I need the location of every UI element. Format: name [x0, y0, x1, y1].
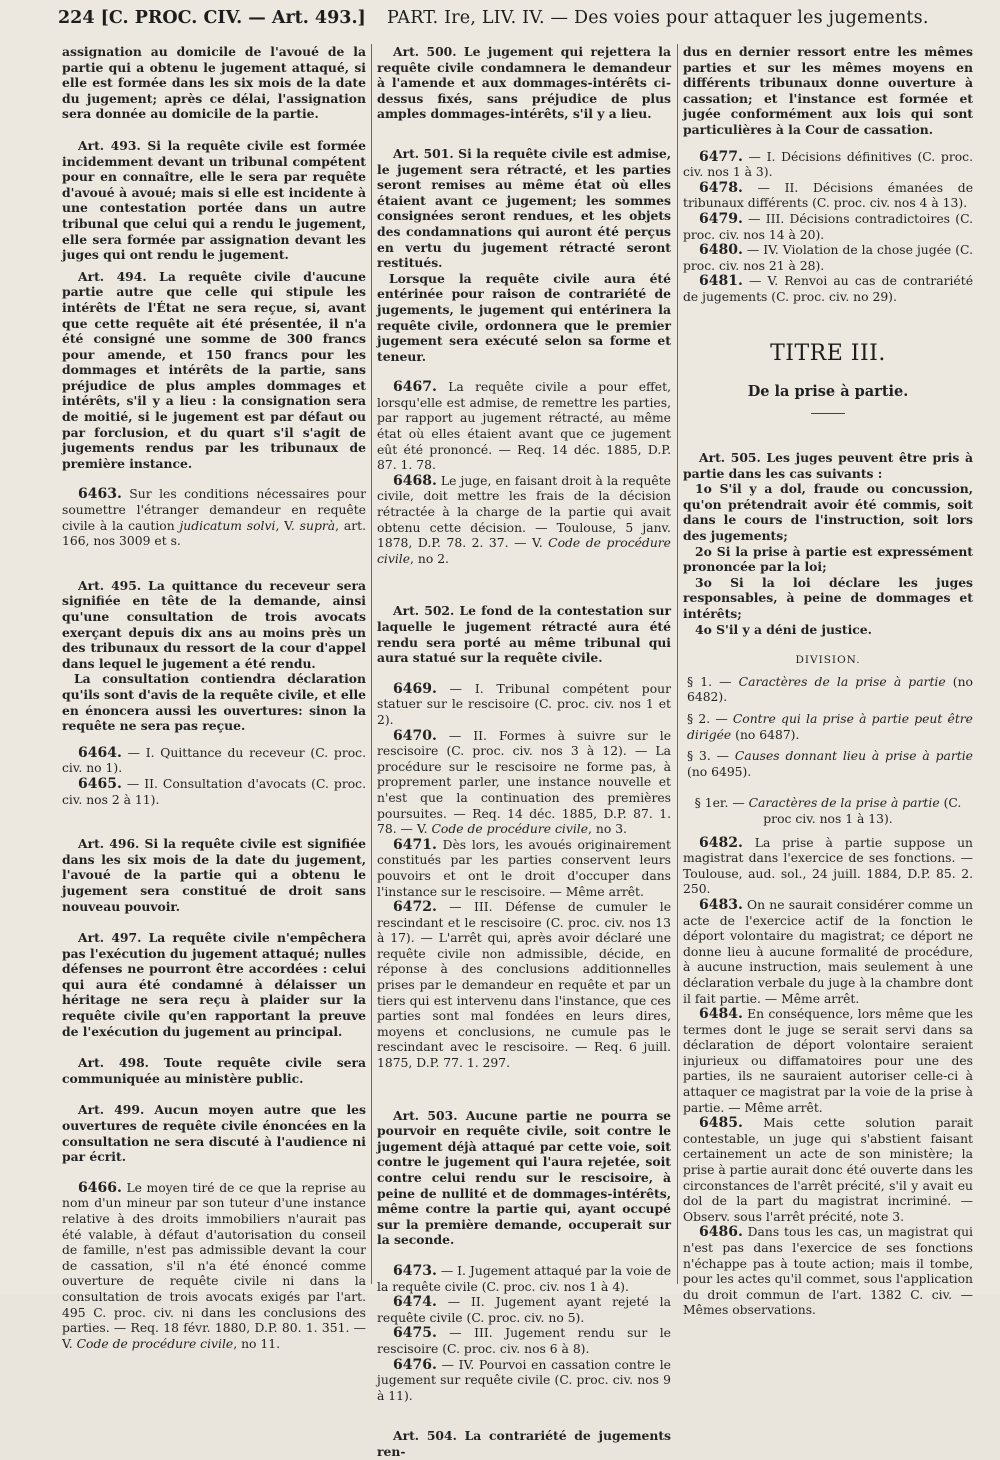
article-492-continued: assignation au domicile de l'avoué de la partie qui a obtenu le jugement attaqué, si elle est formée dans les six mois de la date du jugement; après ce délai, l'assignation sera donnée au domicile de la partie.: [62, 44, 366, 122]
division-heading: DIVISION.: [795, 654, 861, 667]
article-505-item-1: 1o S'il y a dol, fraude ou concussion, qu'on prétendrait avoir été commis, soit dans le cours de l'instruction, soit lors des jugements;: [683, 481, 973, 544]
note-text: — II. Jugement ayant rejeté la requête civile (C. proc. civ. no 5).: [377, 1295, 671, 1325]
note-text: Sur les conditions nécessaires pour soumettre l'étranger demandeur en requête civile à la caution: [62, 487, 366, 533]
running-head: [58, 8, 988, 42]
article-505-item-2: 2o Si la prise à partie est expressément prononcée par la loi;: [683, 543, 973, 575]
section-title: Caractères de la prise à partie: [748, 796, 940, 811]
note-6464: [62, 746, 366, 777]
article-495: Art. 495. La quittance du receveur sera signifiée en tête de la demande, ainsi qu'une consultation de trois avocats exerçant depuis dix ans au moins près un des tribunaux du ressort de la cour d'appel dans lequel le jugement a été rendu.: [62, 577, 366, 671]
note-text: Le moyen tiré de ce que la reprise au nom d'un mineur par son tuteur d'une instance relative à des droits immobiliers n'aurait pas été valable, à défaut d'autorisation du conseil de famille, n'est pas admissible devant la cour de cassation, s'il n'a été énoncé comme ouverture de requête civile ni dans la consultation de trois avocats exigés par l'art. 495 C. proc. civ. ni dans les conclusions des parties. — Req. 18 févr. 1880, D.P. 80. 1. 351. — V.: [62, 1180, 366, 1351]
note-text: La requête civile a pour effet, lorsqu'elle est admise, de remettre les parties, par rapport au jugement rétracté, au même état où elles étaient avant que ce jugement eût été prononcé. — Req. 14 déc. 1885, D.P. 87. 1. 78.: [377, 380, 671, 473]
note-text: — II. Consultation d'avocats (C. proc. civ. nos 2 à 11).: [62, 776, 366, 807]
note-6477: [683, 150, 973, 181]
article-494: Art. 494. La requête civile d'aucune partie autre que celle qui stipule les intérêts de l'État ne sera reçue, si, avant que cette requête ait été présentée, il n'a été consigné une somme de 300 francs pour amende, et 150 francs pour les dommages et intérêts de la partie, sans préjudice de plus amples dommages et intérêts, s'il y a lieu : la consignation sera de moitié, si le jugement est par défaut ou par forclusion, et du quart s'il s'agit de jugements rendus par les tribunaux de première instance.: [62, 268, 366, 471]
note-text: Dès lors, les avoués originairement constitués par les parties conservent leurs pouvoirs et ont le droit d'occuper dans l'instance sur le rescisoire. — Même arrêt.: [377, 837, 671, 899]
note-6482: [683, 836, 973, 898]
article-493: Art. 493. Si la requête civile est formée incidemment devant un tribunal compétent pour en connaître, elle le sera par requête d'avoué à avoué; mais si elle est incidente à une contestation portée dans un autre tribunal que celui qui a rendu le jugement, elle sera formée par assignation devant les juges qui ont rendu le jugement.: [62, 137, 366, 263]
note-6485: [683, 1116, 973, 1225]
note-number: 6463.: [78, 486, 122, 503]
title-subheading: De la prise à partie.: [747, 382, 909, 400]
note-number: 6467.: [393, 379, 437, 396]
note-text: — I. Décisions définitives (C. proc. civ. nos 1 à 3).: [683, 149, 973, 180]
note-6479: [683, 212, 973, 243]
section-ref: (C. proc civ. nos 1 à 13).: [763, 796, 962, 826]
note-number: 6483.: [699, 896, 743, 913]
note-6481: [683, 274, 973, 305]
note-6468: [377, 474, 671, 568]
note-6469: [377, 682, 671, 729]
section-1-heading: [683, 796, 973, 827]
division-ref: (no 6482).: [687, 674, 973, 705]
article-499: Art. 499. Aucun moyen autre que les ouvertures de requête civile énoncées en la consultation ne sera discuté à l'audience ni par écrit.: [62, 1102, 366, 1165]
division-item-3: [683, 749, 973, 780]
note-text: , art. 166, nos 3009 et s.: [62, 518, 367, 549]
note-number: 6469.: [393, 680, 437, 697]
article-505-item-3: 3o Si la loi déclare les juges responsables, à peine de dommages et intérêts;: [683, 574, 973, 622]
note-italic: Code de procédure civile: [431, 822, 589, 837]
note-text: Le juge, en faisant droit à la requête civile, doit mettre les frais de la décision rétractée à la charge de la partie qui avait obtenu cette décision. — Toulouse, 5 janv. 1878, D.P. 78. 2. 37. — V.: [377, 473, 671, 551]
column-middle: [377, 44, 671, 1459]
article-504: Art. 504. La contrariété de jugements ren-: [377, 1428, 671, 1459]
note-6478: [683, 181, 973, 212]
note-number: 6480.: [699, 242, 743, 259]
division-title: Caractères de la prise à partie: [738, 674, 946, 689]
note-text: — IV. Pourvoi en cassation contre le jugement sur requête civile (C. proc. civ. nos 9 à 11).: [377, 1357, 671, 1403]
section-sign: § 3. —: [687, 749, 735, 764]
division-title: Contre qui la prise à partie peut être dirigée: [687, 712, 973, 742]
note-number: 6466.: [78, 1179, 122, 1196]
note-text: — I. Quittance du receveur (C. proc. civ. no 1).: [62, 745, 366, 776]
note-text: — V. Renvoi au cas de contrariété de jugements (C. proc. civ. no 29).: [683, 274, 973, 304]
note-number: 6478.: [699, 179, 743, 196]
note-text: — IV. Violation de la chose jugée (C. proc. civ. nos 21 à 28).: [683, 243, 973, 273]
note-number: 6475.: [393, 1325, 437, 1342]
note-italic: suprà: [299, 518, 336, 533]
division-ref: (no 6495).: [687, 764, 752, 779]
note-number: 6468.: [393, 472, 437, 489]
note-text: Mais cette solution parait contestable, un juge qui s'abstient faisant certainement un acte de son ministère; la prise à partie aurait donc été ouverte dans les circonstances de l'arrêt précité, s'il y avait eu dol de la part du magistrat incriminé. — Observ. sous l'arrêt précité, note 3.: [683, 1116, 973, 1224]
note-6486: [683, 1225, 973, 1319]
column-left: [62, 44, 367, 1351]
article-504-continued: dus en dernier ressort entre les mêmes parties et sur les mêmes moyens en différents tribunaux donne ouverture à cassation; et l'instance est formée et jugée conformément aux lois qui sont particulières à la Cour de cassation.: [683, 44, 973, 137]
column-rule-2: [677, 44, 678, 1284]
note-number: 6465.: [78, 775, 122, 792]
note-6467: [377, 380, 671, 474]
note-number: 6481.: [699, 273, 743, 290]
title-rule: [811, 413, 845, 414]
note-text: — II. Décisions émanées de tribunaux différents (C. proc. civ. nos 4 à 13).: [683, 180, 973, 211]
division-title: Causes donnant lieu à prise à partie: [734, 749, 973, 764]
note-number: 6473.: [393, 1262, 437, 1279]
article-505: Art. 505. Les juges peuvent être pris à partie dans les cas suivants :: [683, 450, 973, 481]
column-right: [683, 44, 973, 1318]
note-number: 6486.: [699, 1224, 743, 1241]
note-number: 6479.: [699, 210, 743, 227]
section-sign: § 1er. —: [694, 796, 749, 811]
article-501: Art. 501. Si la requête civile est admise, le jugement sera rétracté, et les parties seront remises au même état où elles étaient avant ce jugement; les sommes consignées seront rendues, et les objets des condamnations qui auront été perçus en vertu du jugement rétracté seront restitués.: [377, 145, 671, 271]
note-italic: judicatum solvi: [179, 518, 276, 533]
note-text: — II. Formes à suivre sur le rescisoire (C. proc. civ. nos 3 à 12). — La procédure sur le rescisoire ne forme pas, à proprement parler, une instance nouvelle et n'est que la continuation des premières poursuites. — Req. 14 déc. 1885, D.P. 87. 1. 78. — V.: [377, 728, 671, 837]
section-sign: § 1. —: [687, 674, 739, 689]
note-6475: [377, 1326, 671, 1357]
note-6470: [377, 729, 671, 838]
note-text: , no 3.: [588, 822, 627, 837]
division-ref: (no 6487).: [731, 727, 800, 742]
note-text: — III. Défense de cumuler le rescindant et le rescisoire (C. proc. civ. nos 13 à 17). — L'arrêt qui, après avoir déclaré une requête civile non admissible, décide, en réponse à des conclusions additionnelles prises par le demandeur en requête et par un tiers qui est intervenu dans l'instance, que ces parties sont mal fondées en leurs dires, moyens et conclusions, ne cumule pas le rescindant avec le rescisoire. — Req. 6 juill. 1875, D.P. 77. 1. 297.: [377, 900, 671, 1071]
note-number: 6474.: [393, 1294, 437, 1311]
note-6476: [377, 1358, 671, 1405]
column-rule-1: [371, 44, 372, 1284]
note-6474: [377, 1295, 671, 1326]
article-503: Art. 503. Aucune partie ne pourra se pourvoir en requête civile, soit contre le jugement déjà attaqué par cette voie, soit contre le jugement qui l'aura rejetée, soit contre celui rendu sur le rescisoire, à peine de nullité et de dommages-intérêts, même contre la partie qui, ayant occupé sur la première demande, occuperait sur la seconde.: [377, 1107, 671, 1248]
section-sign: § 2. —: [687, 712, 733, 726]
note-text: En conséquence, lors même que les termes dont le juge se serait servi dans sa déclaration de déport volontaire seraient injurieux ou diffamatoires pour une des parties, ils ne sauraient autoriser celle-ci à attaquer ce magistrat par la voie de la prise à partie. — Même arrêt.: [683, 1007, 973, 1115]
note-italic: Code de procédure civile: [377, 536, 671, 566]
note-6483: [683, 898, 973, 1007]
note-number: 6485.: [699, 1115, 743, 1132]
note-number: 6472.: [393, 899, 437, 916]
title-heading: TITRE III.: [770, 340, 886, 366]
note-text: On ne saurait considérer comme un acte de l'exercice actif de la fonction le déport volontaire du magistrat; ce déport ne donne lieu à aucune formalité de procédure, à aucune instruction, mais seulement à une déclaration verbale du juge à la chambre dont il fait partie. — Même arrêt.: [683, 897, 973, 1006]
note-6465: [62, 777, 366, 808]
note-6471: [377, 838, 671, 900]
header-section-title: PART. Ire, LIV. IV. — Des voies pour attaquer les jugements.: [387, 8, 929, 28]
note-6484: [683, 1007, 973, 1116]
note-6466: [62, 1181, 366, 1353]
note-6480: [683, 243, 973, 274]
note-number: 6476.: [393, 1356, 437, 1373]
note-6473: [377, 1264, 671, 1295]
header-page-ref: 224 [C. PROC. CIV. — Art. 493.]: [58, 8, 366, 28]
note-number: 6470.: [393, 727, 437, 744]
note-text: — I. Tribunal compétent pour statuer sur le rescisoire (C. proc. civ. nos 1 et 2).: [377, 681, 671, 727]
note-number: 6464.: [78, 744, 122, 761]
article-500: Art. 500. Le jugement qui rejettera la requête civile condamnera le demandeur à l'amende et aux dommages-intérêts ci-dessus fixés, sans préjudice de plus amples dommages-intérêts, s'il y a lieu.: [377, 44, 671, 122]
note-text: Dans tous les cas, un magistrat qui n'est pas dans l'exercice de ses fonctions n'échappe pas à toute action; mais il tombe, pour les actes qu'il commet, sous l'application du droit commun de l'art. 1382 C. civ. — Mêmes observations.: [683, 1225, 973, 1318]
note-italic: Code de procédure civile: [76, 1336, 234, 1351]
article-505-item-4: 4o S'il y a déni de justice.: [695, 621, 872, 637]
note-number: 6471.: [393, 836, 437, 853]
note-text: — III. Jugement rendu sur le rescisoire (C. proc. civ. nos 6 à 8).: [377, 1326, 671, 1356]
article-501-paragraph-2: Lorsque la requête civile aura été entérinée pour raison de contrariété de jugements, le jugement qui entérinera la requête civile, ordonnera que le premier jugement sera exécuté selon sa forme et teneur.: [377, 270, 671, 364]
note-number: 6477.: [699, 148, 743, 165]
note-text: , no 2.: [410, 551, 449, 566]
note-text: La prise à partie suppose un magistrat dans l'exercice de ses fonctions. — Toulouse, aud. sol., 24 juill. 1884, D.P. 85. 2. 250.: [683, 835, 973, 897]
article-495-paragraph-2: La consultation contiendra déclaration qu'ils sont d'avis de la requête civile, et elle en énoncera aussi les ouvertures: sinon la requête ne sera pas reçue.: [62, 671, 366, 734]
note-number: 6482.: [699, 834, 743, 851]
note-text: — III. Décisions contradictoires (C. proc. civ. nos 14 à 20).: [683, 211, 973, 242]
division-item-1: [683, 675, 973, 706]
article-497: Art. 497. La requête civile n'empêchera pas l'exécution du jugement attaqué; nulles défenses ne pourront être accordées : celui qui aura été condamné à délaisser un héritage ne sera reçu à plaider sur la requête civile qu'en rapportant la preuve de l'exécution du jugement au principal.: [62, 930, 366, 1039]
note-text: , V.: [275, 518, 300, 533]
article-502: Art. 502. Le fond de la contestation sur laquelle le jugement rétracté aura été rendu sera porté au même tribunal qui aura statué sur la requête civile.: [377, 603, 671, 666]
division-item-2: [683, 712, 973, 743]
note-number: 6484.: [699, 1006, 743, 1023]
note-6472: [377, 900, 671, 1072]
note-6463: [62, 487, 366, 549]
article-498: Art. 498. Toute requête civile sera communiquée au ministère public.: [62, 1055, 366, 1086]
note-text: — I. Jugement attaqué par la voie de la requête civile (C. proc. civ. nos 1 à 4).: [377, 1263, 671, 1294]
note-text: , no 11.: [233, 1336, 281, 1351]
article-496: Art. 496. Si la requête civile est signifiée dans les six mois de la date du jugement, l'avoué de la partie qui a obtenu le jugement sera constitué de droit sans nouveau pouvoir.: [62, 836, 366, 914]
